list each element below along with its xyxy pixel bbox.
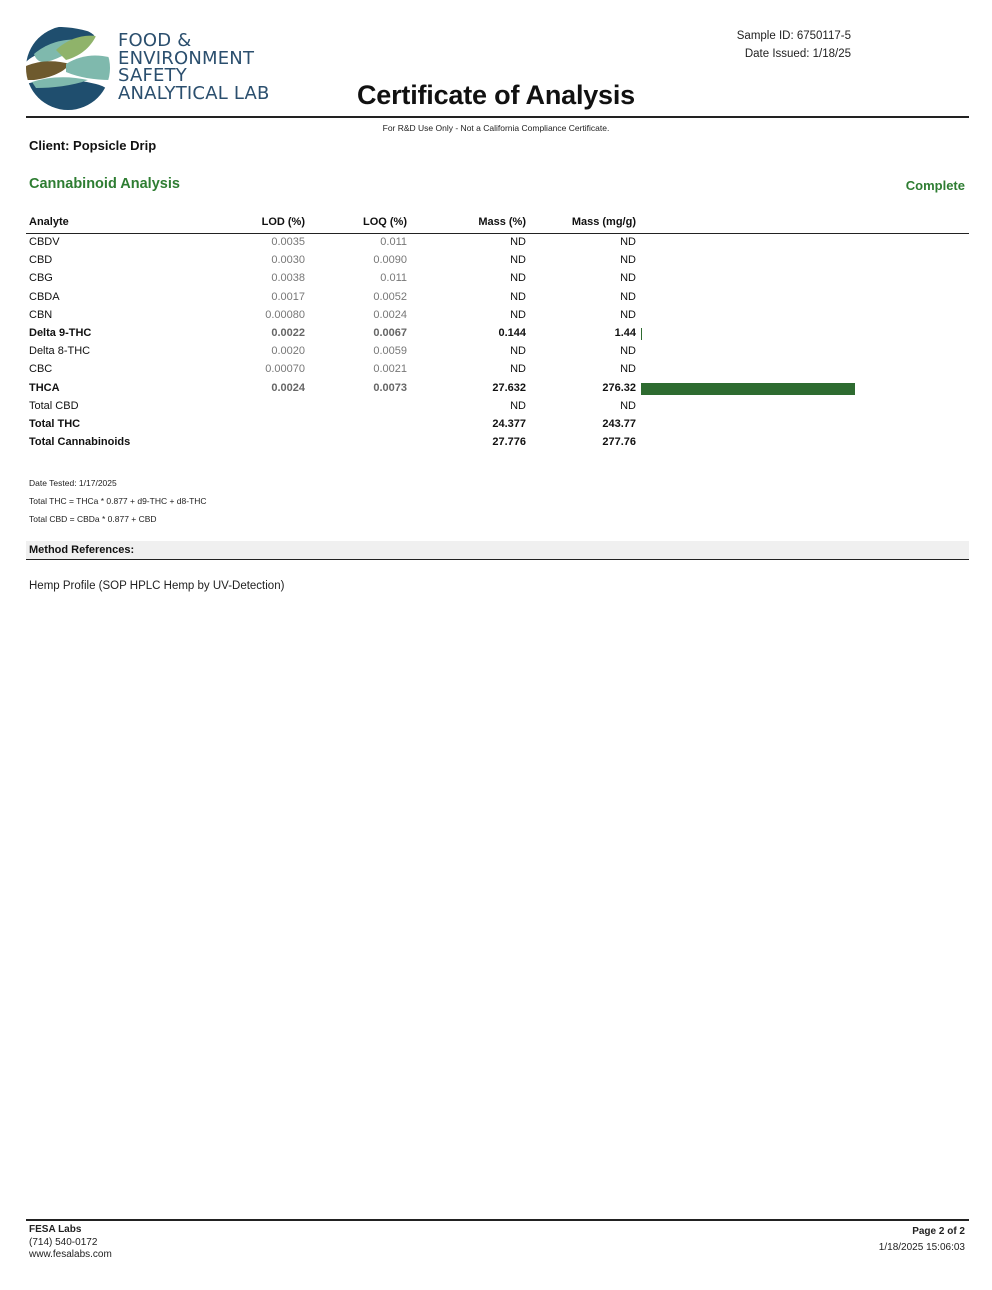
cell-mass-mg: ND: [620, 290, 636, 303]
header-divider: [26, 116, 969, 118]
page-title: Certificate of Analysis: [357, 80, 635, 110]
table-header: [26, 216, 969, 234]
footer-phone: (714) 540-0172: [29, 1236, 98, 1248]
sample-info: [737, 27, 851, 63]
cell-lod: 0.0030: [271, 254, 305, 267]
logo-line: FOOD &: [118, 30, 192, 51]
status-badge: Complete: [905, 178, 965, 193]
footer-meta: [879, 1224, 965, 1256]
table-row: [26, 345, 969, 363]
cell-loq: 0.011: [380, 236, 407, 248]
cell-mass-mg: ND: [620, 272, 636, 285]
logo-line: SAFETY: [118, 65, 187, 86]
cell-analyte: CBC: [29, 363, 53, 376]
cell-loq: 0.0073: [373, 381, 407, 394]
total-thc-formula: Total THC = THCa * 0.877 + d9-THC + d8-THC: [29, 496, 207, 506]
cell-mass-pct: ND: [510, 399, 526, 412]
cell-mass-pct: ND: [510, 308, 526, 321]
cell-lod: 0.0017: [271, 290, 305, 303]
cell-mass-pct: 24.377: [492, 418, 526, 430]
notes: [29, 474, 207, 528]
table-row: [26, 382, 969, 400]
cell-mass-pct: ND: [510, 272, 526, 285]
cell-analyte: CBN: [29, 308, 53, 321]
cell-loq: 0.0067: [373, 327, 407, 339]
footer-company: FESA Labs: [29, 1224, 82, 1235]
total-cbd-formula: Total CBD = CBDa * 0.877 + CBD: [29, 514, 157, 524]
footer-website: www.fesalabs.com: [29, 1249, 112, 1260]
cell-analyte: Delta 8-THC: [29, 345, 91, 358]
cell-analyte: THCA: [29, 381, 60, 394]
cell-mass-mg: ND: [620, 363, 636, 376]
cell-mass-mg: 1.44: [614, 327, 636, 339]
cell-lod: 0.0038: [271, 272, 305, 285]
cell-loq: 0.0090: [373, 254, 407, 267]
date-tested: Date Tested: 1/17/2025: [29, 478, 117, 488]
cell-analyte: CBD: [29, 254, 53, 267]
cell-mass-pct: ND: [510, 345, 526, 358]
table-row: [26, 363, 969, 381]
table-row: [26, 418, 969, 436]
footer-timestamp: 1/18/2025 15:06:03: [878, 1242, 965, 1253]
header-lod: LOD (%): [261, 216, 305, 228]
header-analyte: Analyte: [29, 216, 69, 228]
cell-analyte: Total THC: [29, 418, 81, 430]
table-row: [26, 291, 969, 309]
page-number: Page 2 of 2: [912, 1226, 965, 1237]
cell-mass-mg: ND: [620, 254, 636, 267]
cell-mass-mg: 276.32: [602, 381, 636, 394]
cell-mass-mg: ND: [620, 308, 636, 321]
cell-loq: 0.011: [380, 272, 407, 285]
cell-analyte: CBDV: [29, 236, 60, 248]
cell-mass-mg: 243.77: [602, 418, 636, 430]
cell-mass-pct: ND: [510, 290, 526, 303]
method-references-header: [26, 541, 969, 560]
cell-lod: 0.00080: [265, 308, 305, 321]
table-row: [26, 254, 969, 272]
sample-id: Sample ID: 6750117-5: [736, 30, 851, 42]
cell-analyte: Total CBD: [29, 399, 79, 412]
header-mass-mg: Mass (mg/g): [571, 216, 636, 228]
cell-mass-mg: ND: [620, 345, 636, 358]
method-reference: Hemp Profile (SOP HPLC Hemp by UV-Detection): [29, 580, 285, 592]
table-row: [26, 327, 969, 345]
logo-line: ENVIRONMENT: [118, 47, 255, 69]
cell-loq: 0.0052: [373, 290, 407, 303]
cell-lod: 0.0022: [271, 327, 305, 339]
date-issued: Date Issued: 1/18/25: [744, 48, 851, 60]
table-row: [26, 400, 969, 418]
cell-analyte: CBG: [29, 272, 53, 285]
cell-loq: 0.0059: [373, 345, 407, 358]
cell-loq: 0.0021: [373, 363, 407, 376]
table-row: [26, 436, 969, 454]
cell-mass-mg: ND: [620, 236, 636, 248]
table-row: [26, 309, 969, 327]
cell-mass-pct: 27.776: [492, 436, 526, 449]
cell-mass-pct: 27.632: [492, 381, 526, 394]
disclaimer: For R&D Use Only - Not a California Compliance Certificate.: [382, 123, 610, 133]
client-name: Client: Popsicle Drip: [29, 138, 157, 153]
section-title: Cannabinoid Analysis: [29, 176, 180, 192]
footer-contact: [29, 1224, 112, 1262]
table-row: [26, 272, 969, 290]
method-heading: Method References:: [29, 544, 135, 556]
cell-mass-pct: 0.144: [498, 327, 526, 339]
cell-mass-pct: ND: [510, 363, 526, 376]
cell-lod: 0.0020: [271, 345, 305, 358]
cell-analyte: Delta 9-THC: [29, 327, 92, 339]
mass-bar: [641, 328, 642, 340]
cell-mass-mg: 277.76: [602, 436, 636, 449]
header-loq: LOQ (%): [363, 216, 407, 228]
cell-lod: 0.0024: [271, 381, 305, 394]
cell-loq: 0.0024: [373, 308, 407, 321]
table-row: [26, 236, 969, 254]
logo-line: ANALYTICAL LAB: [118, 82, 270, 104]
footer-divider: [26, 1219, 969, 1221]
cell-analyte: Total Cannabinoids: [29, 436, 131, 449]
mass-bar: [641, 383, 855, 395]
cell-mass-pct: ND: [510, 236, 526, 248]
cell-mass-mg: ND: [620, 399, 636, 412]
cell-analyte: CBDA: [29, 290, 60, 303]
cell-lod: 0.00070: [265, 363, 305, 376]
cell-lod: 0.0035: [271, 236, 305, 248]
cell-mass-pct: ND: [510, 254, 526, 267]
header-mass-pct: Mass (%): [478, 216, 526, 228]
